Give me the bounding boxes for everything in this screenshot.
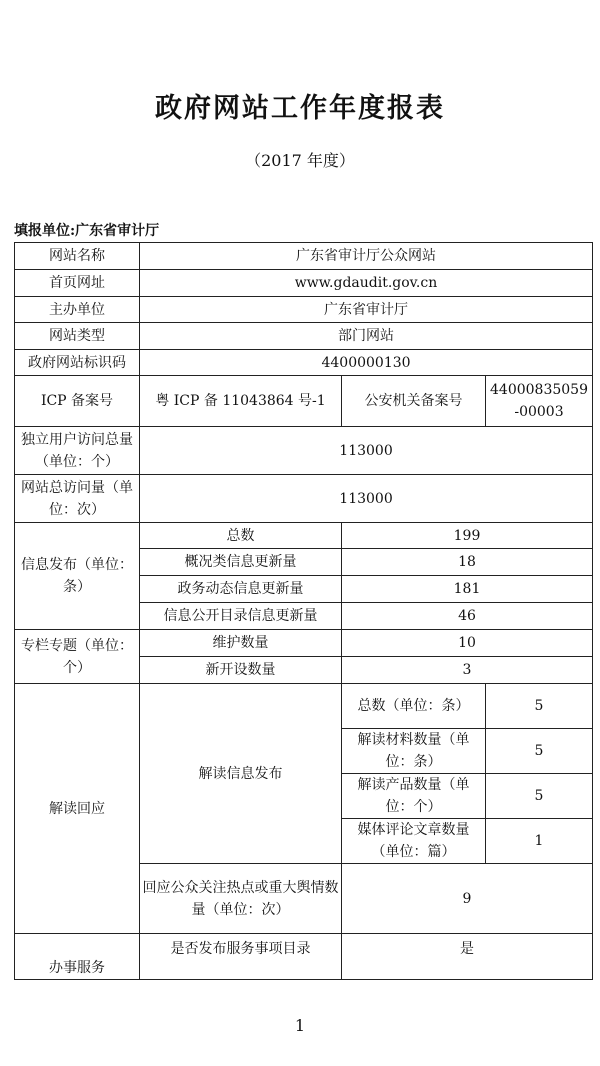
value-sponsor: 广东省审计厅 <box>140 297 593 323</box>
row-interpret-total <box>15 684 593 729</box>
value-service-catalog: 是 <box>342 934 593 980</box>
row-icp <box>15 376 593 427</box>
row-unique-visitors <box>15 427 593 475</box>
row-column-maintain <box>15 630 593 657</box>
row-service-catalog <box>15 934 593 980</box>
label-interpret-material: 解读材料数量（单位：条） <box>342 729 486 774</box>
value-info-news: 181 <box>342 576 593 603</box>
label-site-type: 网站类型 <box>15 323 140 350</box>
label-sponsor: 主办单位 <box>15 297 140 323</box>
label-interpret-publish: 解读信息发布 <box>140 684 342 864</box>
value-info-catalog: 46 <box>342 603 593 630</box>
label-interpret-hotspot: 回应公众关注热点或重大舆情数量（单位：次） <box>140 864 342 934</box>
report-year: （2017 年度） <box>245 151 355 170</box>
value-interpret-hotspot: 9 <box>342 864 593 934</box>
label-interpret-total: 总数（单位：条） <box>342 684 486 729</box>
page-title: 政府网站工作年度报表 <box>155 93 445 124</box>
label-affairs-service: 办事服务 <box>15 934 140 980</box>
label-info-overview: 概况类信息更新量 <box>140 549 342 576</box>
row-info-total <box>15 523 593 549</box>
row-homepage <box>15 270 593 297</box>
label-page-views: 网站总访问量（单位：次） <box>15 475 140 523</box>
label-homepage: 首页网址 <box>15 270 140 297</box>
value-page-views: 113000 <box>140 475 593 523</box>
value-icp: 粤 ICP 备 11043864 号-1 <box>140 376 342 427</box>
label-interpret-media: 媒体评论文章数量（单位：篇） <box>342 819 486 864</box>
row-site-id <box>15 350 593 376</box>
label-unique-visitors: 独立用户访问总量（单位：个） <box>15 427 140 475</box>
label-site-name: 网站名称 <box>15 243 140 270</box>
label-column-new: 新开设数量 <box>140 657 342 684</box>
label-icp: ICP 备案号 <box>15 376 140 427</box>
value-site-name: 广东省审计厅公众网站 <box>140 243 593 270</box>
label-interpret-product: 解读产品数量（单位：个） <box>342 774 486 819</box>
value-column-maintain: 10 <box>342 630 593 657</box>
value-site-id: 4400000130 <box>140 350 593 376</box>
row-page-views <box>15 475 593 523</box>
value-police-record: 44000835059-00003 <box>486 376 593 427</box>
page-number: 1 <box>294 1016 306 1035</box>
row-site-name <box>15 243 593 270</box>
row-sponsor <box>15 297 593 323</box>
label-info-catalog: 信息公开目录信息更新量 <box>140 603 342 630</box>
label-site-id: 政府网站标识码 <box>15 350 140 376</box>
label-interpret-response: 解读回应 <box>15 684 140 934</box>
value-column-new: 3 <box>342 657 593 684</box>
label-column-maintain: 维护数量 <box>140 630 342 657</box>
label-info-total: 总数 <box>140 523 342 549</box>
label-column-topics: 专栏专题（单位：个） <box>15 630 140 684</box>
label-info-publish: 信息发布（单位：条） <box>15 523 140 630</box>
value-info-overview: 18 <box>342 549 593 576</box>
value-interpret-product: 5 <box>486 774 593 819</box>
label-service-catalog: 是否发布服务事项目录 <box>140 934 342 980</box>
label-police-record: 公安机关备案号 <box>342 376 486 427</box>
label-info-news: 政务动态信息更新量 <box>140 576 342 603</box>
value-site-type: 部门网站 <box>140 323 593 350</box>
value-interpret-total: 5 <box>486 684 593 729</box>
value-interpret-material: 5 <box>486 729 593 774</box>
value-unique-visitors: 113000 <box>140 427 593 475</box>
value-info-total: 199 <box>342 523 593 549</box>
value-interpret-media: 1 <box>486 819 593 864</box>
row-site-type <box>15 323 593 350</box>
value-homepage: www.gdaudit.gov.cn <box>140 270 593 297</box>
report-table <box>14 242 593 980</box>
reporting-unit: 填报单位:广东省审计厅 <box>14 223 160 239</box>
